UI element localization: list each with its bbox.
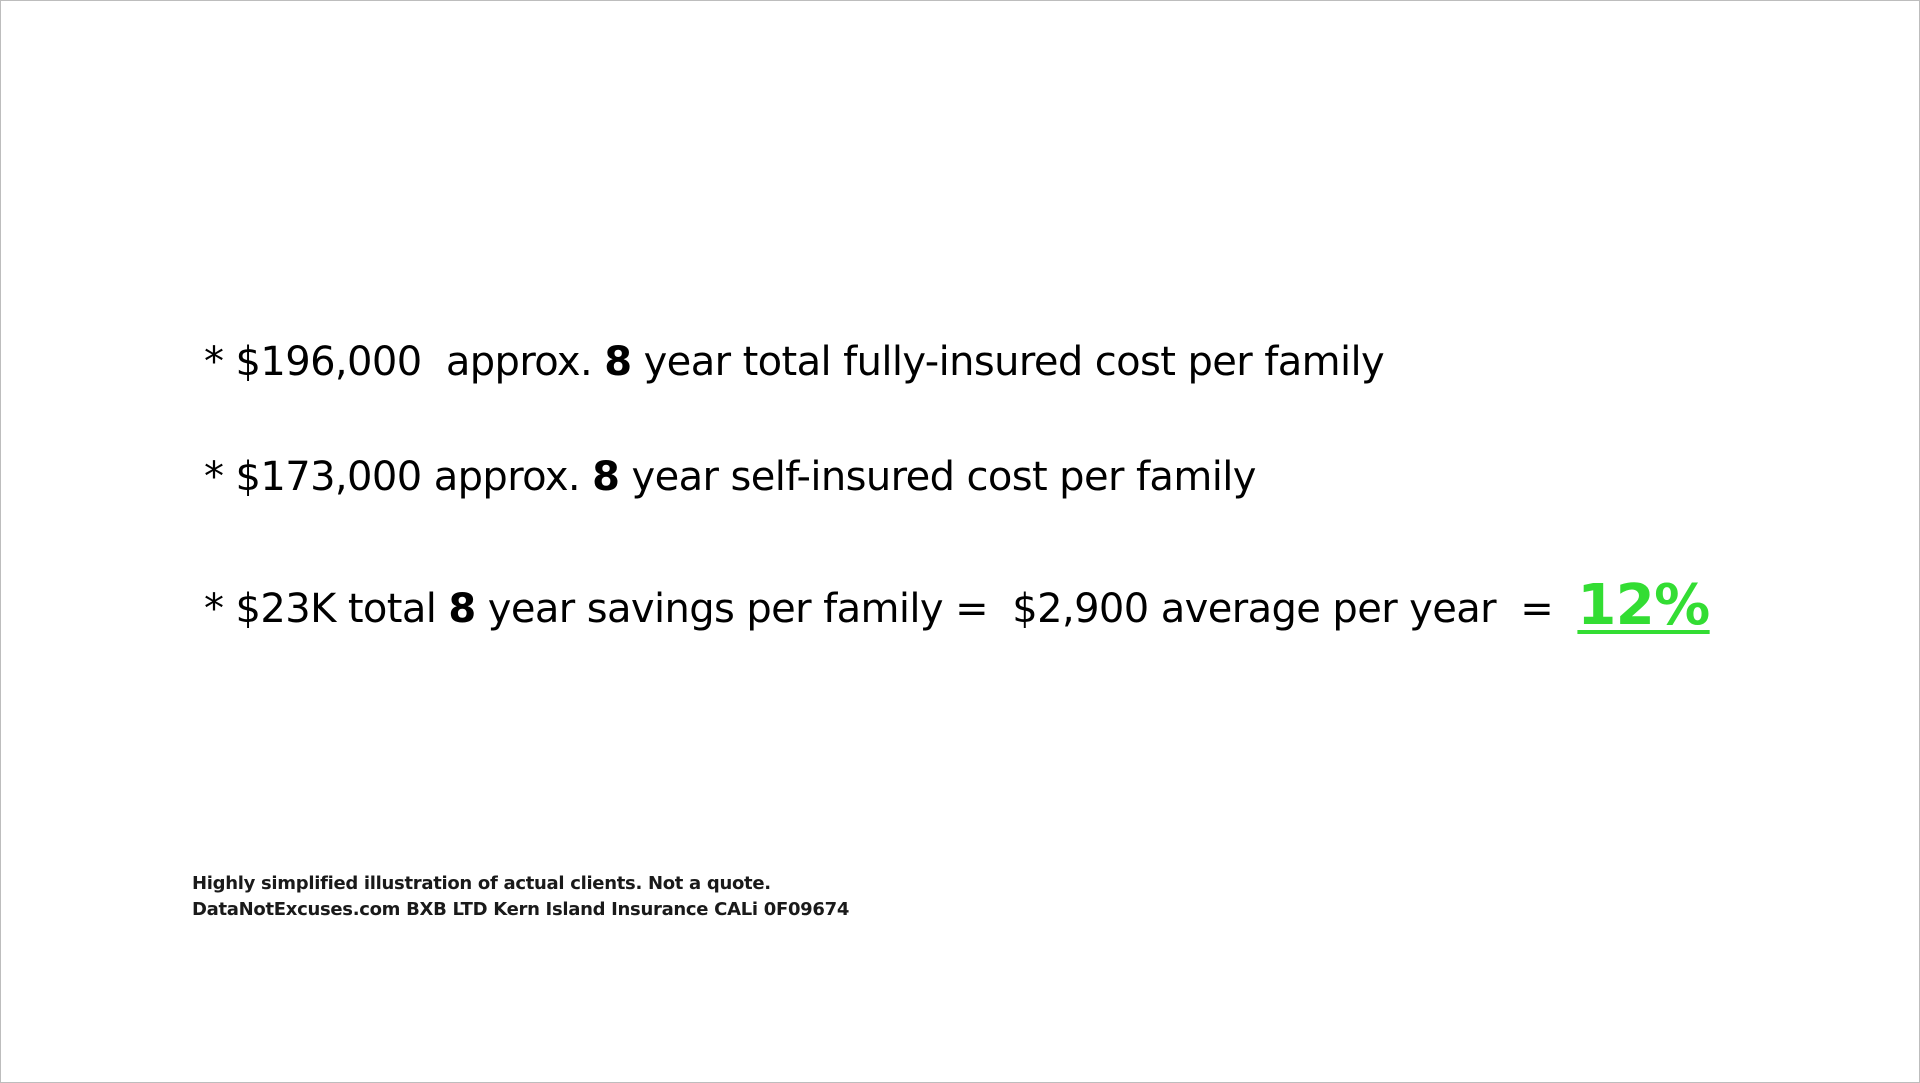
bullet-total-savings: [204, 573, 1710, 638]
bullet-text: year total fully-insured cost per family: [643, 339, 1385, 385]
fully-insured-amount: $196,000: [235, 339, 422, 385]
bullet-marker: *: [204, 454, 224, 500]
bullet-text: year savings per family =: [487, 586, 989, 632]
years-count: 8: [592, 454, 620, 500]
savings-amount: $23K total: [235, 586, 437, 632]
footnote-disclaimer: Highly simplified illustration of actual clients. Not a quote.: [192, 873, 771, 894]
years-count: 8: [448, 586, 476, 632]
bullet-marker: *: [204, 586, 224, 632]
years-count: 8: [604, 339, 632, 385]
bullet-self-insured-cost: [204, 453, 1256, 501]
bullet-fully-insured-cost: [204, 338, 1384, 386]
footnote-company: DataNotExcuses.com BXB LTD Kern Island Insurance CALi 0F09674: [192, 899, 850, 920]
bullet-marker: *: [204, 339, 224, 385]
self-insured-amount: $173,000: [235, 454, 422, 500]
savings-percent: 12%: [1577, 573, 1710, 638]
approx-label: approx.: [433, 454, 581, 500]
approx-label: approx.: [445, 339, 593, 385]
equals-sign: =: [1520, 586, 1554, 632]
bullet-text: year self-insured cost per family: [631, 454, 1256, 500]
average-per-year: $2,900 average per year: [1012, 586, 1497, 632]
